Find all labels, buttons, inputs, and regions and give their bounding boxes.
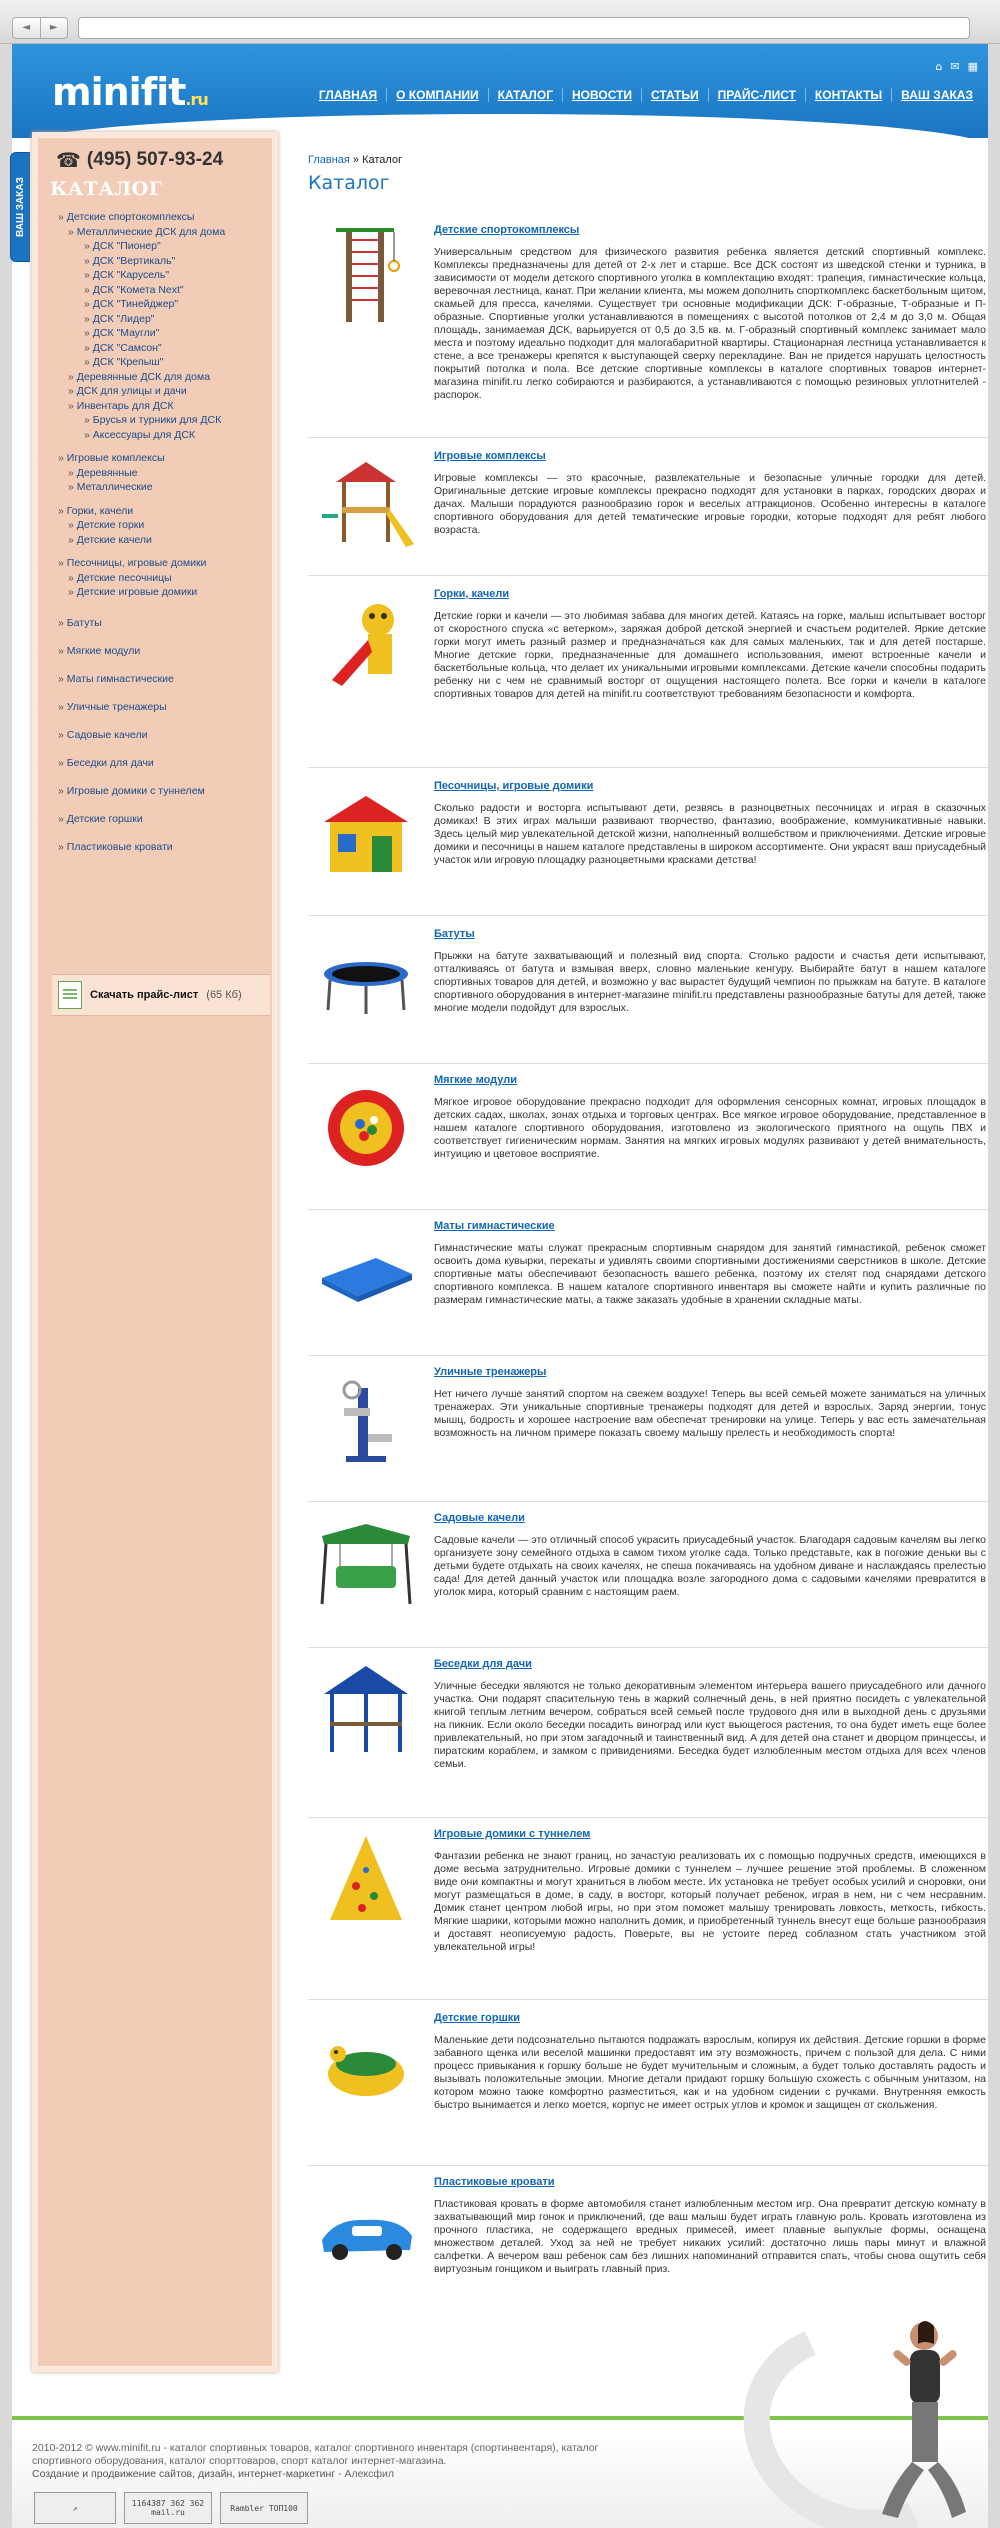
page-title: Каталог [308,172,390,194]
item-description: Фантазии ребенка не знают границ, но зачастую реализовать их с помощью подручных средств, имеющихся в доме весьма затруднительно. Игровые домики с туннелем – лучшее решение этой проблемы. В сложенном виде они компактны и могут храниться в любом месте. Их установка не требует особых усилий и сноровки, они могут размещаться в доме, в саду, в восторг, который получает ребенок, играя в нем, ни с чем несравним. Домик станет центром любой игры, но при этом поможет малышу тренировать ловкость, меткость, гибкость. Мягкие шарики, которыми можно наполнить домик, и приобретенный туннель внесут еще больше разнообразия и доставят неописуемую радость. Поверьте, вы не устоите перед соблазном стать участником этой увлекательной игры! [434,1850,986,1953]
price-file-size: (65 Кб) [206,989,242,1001]
catalog-item [308,1366,988,1502]
playhouse-image[interactable] [316,782,416,882]
download-price-link[interactable]: Скачать прайс-лист [90,989,199,1001]
item-title[interactable]: Детские спортокомплексы [434,224,580,236]
item-title[interactable]: Мягкие модули [434,1074,518,1086]
menu-sand[interactable]: Песочницы, игровые домики [66,557,207,569]
sport-complex-image[interactable] [316,226,416,326]
item-description: Пластиковая кровать в форме автомобиля станет излюбленным местом игр. Она превратит детскую комнату в захватывающий мир гонок и приключений, где ваш малыш будет играть главную роль. Кровать изготовлена из прочного пластика, не содержащего вредных примесей, имеет плавные выпуклые формы, оснащена множеством деталей. Уход за ней не требует никаких усилий: достаточно лишь пары минут и влажной салфетки. А вечером ваш ребенок сам без лишних напоминаний отправится спать, чтобы снова ощутить себя виртуозным гонщиком и выиграть главный приз. [434,2198,986,2275]
menu-dsk-item[interactable]: ДСК "Карусель" [92,269,170,281]
gym-mat-image[interactable] [316,1222,416,1322]
tunnel-house-image[interactable] [316,1830,416,1930]
nav-articles[interactable]: СТАТЬИ [641,88,708,102]
item-title[interactable]: Маты гимнастические [434,1220,555,1232]
menu-other-item[interactable]: Детские горшки [66,812,143,825]
item-description: Маленькие дети подсознательно пытаются подражать взрослым, копируя их действия. Детские горшки в форме забавного щенка или веселой машинки предоставят им эту возможность, причем с пользой для дела. С ними процесс привыкания к горшку больше не будет мучительным и сложным, а будет только доставлять радость и вызывать положительные эмоции. Многие детали придают горшку большую схожесть с обычным унитазом, на котором можно также комфортно разместиться, как и на удобном сидении с ручками. Внутренняя емкость быстро вынимается и легко моется, корпус не имеет острых углов и кромок и защищен от скольжения. [434,2034,986,2111]
footer-dev-line [32,2468,652,2481]
slide-image[interactable] [316,590,416,690]
catalog-item [308,1512,988,1648]
item-description: Гимнастические маты служат прекрасным спортивным снарядом для занятий гимнастикой, ребенок сможет освоить дома кувырки, перекаты и удивлять своими спортивными достижениями сверстников в школе. Детские спортивные маты обеспечивают безопасность вашего ребенка, поэтому их стелят под снарядами детского спортивного комплекса. В нашем каталоге спортивного инвентаря вы сможете найти и купить различные по размерам гимнастические маты, а также заказать удобные в хранении складные маты. [434,1242,986,1306]
nav-contacts[interactable]: КОНТАКТЫ [805,88,891,102]
site-logo[interactable] [52,70,208,114]
catalog-item [308,588,988,768]
menu-inventory-item[interactable]: Аксессуары для ДСК [92,428,196,441]
nav-catalog[interactable]: КАТАЛОГ [488,88,562,102]
menu-inventory[interactable]: Инвентарь для ДСК [76,399,174,412]
menu-group-sport [58,210,274,442]
menu-inventory-item[interactable]: Брусья и турники для ДСК [92,414,222,426]
catalog-item [308,1658,988,1818]
main-nav [310,88,982,102]
logo-text: minifit [52,70,186,114]
fitness-woman-image [862,2314,982,2524]
page [12,44,988,2528]
menu-metal-dsk[interactable]: Металлические ДСК для дома [76,225,226,238]
catalog-item [308,780,988,916]
item-description: Садовые качели — это отличный способ украсить приусадебный участок. Благодаря садовым качелям вы легко организуете зону семейного отдыха в самом тихом уголке сада. Только представьте, как в погожие деньки вы с детьми будете отдыхать на своих качелях, не спеша покачиваясь на удобном диване и наслаждаясь прелестью сада! Для детей данный участок или площадка возле загородного дома с садовыми качелями превратится в уголок мира, который сравним с настоящим раем. [434,1534,986,1598]
site-header [12,44,988,138]
footer-text [32,2442,652,2481]
catalog-item [308,2012,988,2166]
menu-other-item[interactable]: Батуты [66,616,102,629]
menu-other-item[interactable]: Пластиковые кровати [66,840,173,853]
catalog-item [308,1220,988,1356]
item-description: Детские горки и качели — это любимая забава для многих детей. Катаясь на горке, малыш испытывает восторг от скоростного спуска «с ветерком», заряжая доброй детской энергией и счастьем родителей. Яркие детские горки могут иметь разный размер и предназначаться как для самых маленьких, так и для детей постарше. Многие детские горки, предназначенные для домашнего использования, имеют встроенные качели и баскетбольные кольца, что делает их уникальными игровыми комплексами. Детские качели способны подарить ребенку ни с чем не сравнимый восторг от ощущения настоящего полета. Все горки и качели в каталоге спортивных товаров для детей на minifit.ru соответствуют требованиям безопасности и комфорта. [434,610,986,700]
menu-other-item[interactable]: Беседки для дачи [66,756,154,769]
phone-block [56,148,223,172]
menu-other-item[interactable]: Уличные тренажеры [66,700,167,713]
item-title[interactable]: Садовые качели [434,1512,525,1524]
nav-news[interactable]: НОВОСТИ [562,88,641,102]
soft-modules-image[interactable] [316,1076,416,1176]
breadcrumb [308,154,402,166]
header-icons [935,60,978,73]
catalog-item [308,928,988,1064]
catalog-item [308,1828,988,2000]
menu-dsk-item[interactable]: ДСК "Лидер" [92,312,155,325]
menu-other-item[interactable]: Садовые качели [66,728,148,741]
catalog-item [308,1074,988,1210]
garden-swing-image[interactable] [316,1514,416,1614]
mail-icon[interactable]: ✉ [950,60,960,73]
item-description: Сколько радости и восторга испытывают дети, резвясь в разноцветных песочницах и играя в сказочных домиках! В этих играх малыши развивают творчество, фантазию, воображение, коммуникативные навыки. Здесь целый мир увлекательной детской жизни, наполненный волшебством и приключениями. Детские игровые домики и песочницы в нашем каталоге представлены в широком ассортименте. Они украсят ваш приусадебный участок или игровую площадку разноцветными красками детства! [434,802,986,866]
counter-rambler[interactable] [220,2492,308,2524]
counter-logo[interactable] [34,2492,116,2524]
menu-dsk-item[interactable]: ДСК "Комета Next" [92,283,184,296]
outdoor-trainer-image[interactable] [316,1368,416,1468]
counter-mailru[interactable] [124,2492,212,2524]
nav-order[interactable]: ВАШ ЗАКАЗ [891,88,982,102]
menu-sand-item[interactable]: Детские песочницы [76,571,172,584]
item-description: Прыжки на батуте захватывающий и полезный вид спорта. Столько радости и счастья дети испытывают, отталкиваясь от батута и взмывая вверх, словно маленькие кенгуру. Выбирайте батут в нашем каталоге спортивных товаров для детей, и возможно у вас вырастет будущий чемпион по прыжкам на батуте. В каталоге спортивного оборудования в интернет-магазине minifit.ru представлены разнообразные батуты для детей, также многие модели подойдут для взрослых. [434,950,986,1014]
menu-dsk-item[interactable]: ДСК "Тинейджер" [92,298,179,310]
item-title[interactable]: Горки, качели [434,588,510,600]
item-title[interactable]: Детские горшки [434,2012,521,2024]
gazebo-image[interactable] [316,1660,416,1760]
menu-dsk-item[interactable]: ДСК "Крепыш" [92,356,164,368]
item-description: Нет ничего лучше занятий спортом на свежем воздухе! Теперь вы всей семьей можете заниматься на уличных тренажерах. Эти уникальные спортивные тренажеры подходят для детей и взрослых. Заряд энергии, тонус мышц, бодрость и хорошее настроение вам обеспечат тренировки на улице. Теперь у вас есть замечательная возможность на личном примере показать своему малышу прелесть и необходимость спорта! [434,1388,986,1439]
breadcrumb-current: Каталог [362,154,403,166]
catalog-item [308,450,988,576]
menu-dsk-item[interactable]: ДСК "Вертикаль" [92,254,176,267]
logo-suffix: .ru [185,90,208,109]
counter-label: mail.ru [151,2508,185,2517]
menu-slides[interactable]: Горки, качели [66,504,134,517]
menu-group-play [58,451,274,495]
back-button[interactable]: ◄ [13,18,41,38]
breadcrumb-sep: » [349,154,363,166]
breadcrumb-home[interactable]: Главная [308,154,350,166]
rambler-label: Rambler ТОП100 [230,2503,298,2513]
order-side-tab[interactable]: ВАШ ЗАКАЗ [10,152,30,262]
item-title[interactable]: Уличные тренажеры [434,1366,547,1378]
catalog-item [308,224,988,438]
item-description: Уличные беседки являются не только декоративным элементом интерьера вашего приусадебного или дачного участка. Они подарят спасительную тень в жаркий солнечный день, в ней приятно посидеть с увлекательной книгой теплым летним вечером, собраться всей семьей после трудового дня или в выходной день с друзьями на пикник. Если около беседки посадить виноград или куст вьющегося растения, то она будет иметь еще более привлекательный, но при этом загадочный и таинственный вид. А для детей она станет и дворцом принцессы, и пиратским кораблем, и замком с привидениями. Беседка будет излюбленным местом отдыха для всех членов семьи. [434,1680,986,1770]
menu-street-dsk[interactable]: ДСК для улицы и дачи [76,385,187,397]
nav-about[interactable]: О КОМПАНИИ [386,88,488,102]
menu-dsk-item[interactable]: ДСК "Маугли" [92,327,160,339]
arrow-icon: ↗ [72,2503,78,2513]
catalog-item [308,2176,988,2326]
sidebar [32,132,278,2372]
footer-copyright: 2010-2012 © www.minifit.ru - каталог спортивных товаров, каталог спортивного инвентаря (спортинвентаря), каталог [32,2442,599,2454]
item-title[interactable]: Беседки для дачи [434,1658,532,1670]
menu-other-item[interactable]: Игровые домики с туннелем [66,784,205,797]
menu-play-item[interactable]: Металлические [76,481,153,493]
menu-play[interactable]: Игровые комплексы [66,452,165,464]
menu-group-sand [58,556,274,600]
phone-icon: ☎ [56,148,81,172]
document-icon [58,981,82,1009]
menu-slides-item[interactable]: Детские качели [76,533,152,546]
footer-dev-link[interactable]: Создание и продвижение сайтов, дизайн, интернет-маркетинг [32,2468,336,2480]
forward-button[interactable]: ► [49,22,58,33]
trampoline-image[interactable] [316,930,416,1030]
nav-home[interactable]: ГЛАВНАЯ [318,88,378,102]
item-title[interactable]: Песочницы, игровые домики [434,780,594,792]
home-icon[interactable]: ⌂ [935,60,943,73]
address-bar[interactable] [78,17,970,39]
footer-copyright-2: спортивного оборудования, каталог спорттоваров, спорт каталог интернет-магазина. [32,2455,447,2467]
nav-pricelist[interactable]: ПРАЙС-ЛИСТ [708,88,805,102]
browser-nav-buttons [12,17,68,39]
counters [34,2492,308,2524]
sitemap-icon[interactable]: ▦ [967,60,978,73]
counter-value: 1164387 362 362 [131,2499,205,2508]
menu-play-item[interactable]: Деревянные [76,466,138,479]
item-description: Мягкое игровое оборудование прекрасно подходит для оформления сенсорных комнат, игровых площадок в детских садах, школах, зонах отдыха и торговых центрах. Все мягкое игровое оборудование, представленное в нашем каталоге спортивного оборудования, изготовлено из экологического приятного на ощупь ПВХ и соответствует гигиеническим нормам. Занятия на мягких игровых модулях развивают у детей внимательность, интуицию и цветовое восприятие. [434,1096,986,1160]
playground-image[interactable] [316,452,416,552]
menu-sand-item[interactable]: Детские игровые домики [76,586,198,598]
item-description: Игровые комплексы — это красочные, развлекательные и безопасные уличные городки для детей. Оригинальные детские игровые комплексы прекрасно подходят для установки в парках, городских дворах и дачах. Малыши порадуются разнообразию горок и веселых аттракционов. Особенно интересны в каталоге спортивного оборудования для детей тематические игровые городки, которые подходят для ребят любого возраста. [434,472,986,536]
car-bed-image[interactable] [316,2178,416,2278]
catalog-menu [58,210,274,870]
item-title[interactable]: Батуты [434,928,475,940]
menu-dsk-item[interactable]: ДСК "Самсон" [92,341,162,354]
item-title[interactable]: Игровые комплексы [434,450,546,462]
potty-image[interactable] [316,2014,416,2114]
menu-slides-item[interactable]: Детские горки [76,519,145,531]
menu-other-item[interactable]: Маты гимнастические [66,672,174,685]
price-download [52,974,270,1016]
menu-other [58,609,274,861]
item-description: Универсальным средством для физического развития ребенка является детский спортивный комплекс. Комплексы предназначены для детей от 2-х лет и старше. Все ДСК состоят из шведской стенки и турника, в зависимости от модели детского спортивного уголка в комплектацию входят: трапеция, гимнастические кольца, веревочная лестница, канат. При желании клиента, мы можем дополнить спорткомплекс баскетбольным щитом, скамьей для пресса, качелями. Существует три основные модификации ДСК: Г-образные, Т-образные и П-образные. Спортивные уголки устанавливаются в помещениях с высотой потолков от 2,4 м до 3,0 м. Общая площадь, занимаемая ДСК, варьируется от 0,5 до 3,5 кв. м. Г-образный спортивный комплекс занимает мало места и поэтому идеально подходит для малогабаритной квартиры. Стационарная лестница устанавливается к стене, а все тренажеры крепятся к выступающей сверху перекладине. Ван не придется нарушать целостность покрытий потолка и пола. Все детские спортивные комплексы в каталоге спортивных товаров интернет-магазина minifit.ru легко собираются и разбираются, а устанавливаются с помощью резиновых уплотнителей - распорок. [434,246,986,401]
menu-dsk-item[interactable]: ДСК "Пионер" [92,240,161,252]
catalog-title: КАТАЛОГ [50,178,163,200]
menu-wood-dsk[interactable]: Деревянные ДСК для дома [76,370,211,383]
menu-other-item[interactable]: Мягкие модули [66,644,141,657]
menu-sport[interactable]: Детские спортокомплексы [66,211,195,223]
item-title[interactable]: Пластиковые кровати [434,2176,555,2188]
footer-dev-name: - Алексфил [335,2468,395,2480]
item-title[interactable]: Игровые домики с туннелем [434,1828,591,1840]
phone-number: (495) 507-93-24 [86,149,224,170]
menu-group-slides [58,504,274,548]
browser-toolbar [0,0,1000,44]
